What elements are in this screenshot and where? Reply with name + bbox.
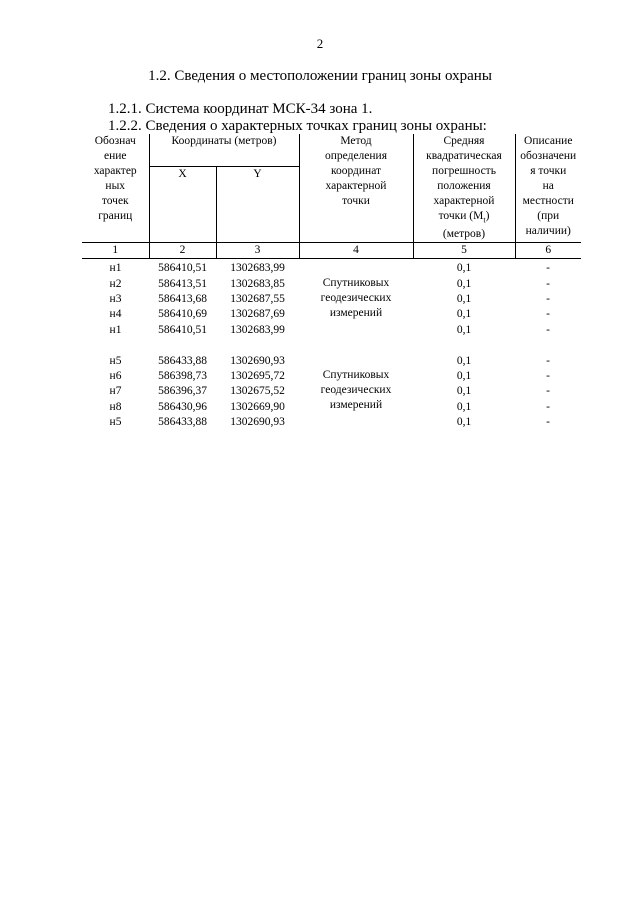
point-id: н1 (109, 262, 122, 275)
points-table-header (82, 134, 581, 259)
coord-y: 1302695,72 (230, 369, 285, 382)
coord-x: 586410,51 (158, 262, 207, 275)
column-number: 2 (149, 243, 216, 259)
points-table-body (82, 261, 581, 430)
point-id: н5 (109, 416, 122, 429)
error-value: 0,1 (456, 308, 472, 321)
coord-y: 1302683,99 (230, 262, 285, 275)
error-value: 0,1 (456, 416, 472, 429)
coord-y: 1302669,90 (230, 400, 285, 413)
error-value: 0,1 (456, 262, 472, 275)
error-value: 0,1 (456, 354, 472, 367)
column-number: 3 (216, 243, 299, 259)
coord-x: 586413,68 (158, 292, 207, 305)
point-id: н6 (109, 369, 122, 382)
header-method: Метод определения координат характерной точки (299, 134, 413, 243)
coord-y: 1302687,55 (230, 292, 285, 305)
description-value: - (546, 292, 550, 305)
coord-x: 586410,51 (158, 323, 207, 336)
description-value: - (546, 416, 550, 429)
coord-y: 1302687,69 (230, 308, 285, 321)
coord-y: 1302690,93 (230, 416, 285, 429)
coord-y: 1302683,99 (230, 323, 285, 336)
table-row (82, 353, 581, 368)
coord-y: 1302690,93 (230, 354, 285, 367)
error-value: 0,1 (456, 369, 472, 382)
coord-y: 1302675,52 (230, 385, 285, 398)
description-value: - (546, 262, 550, 275)
header-point-designation: Обознач ение характер ных точек границ (93, 135, 137, 222)
coord-x: 586398,73 (158, 369, 207, 382)
point-id: н8 (109, 400, 122, 413)
description-value: - (546, 354, 550, 367)
method-cell: Спутниковых геодезических измерений (320, 277, 392, 319)
description-value: - (546, 369, 550, 382)
method-cell: Спутниковых геодезических измерений (320, 369, 392, 412)
error-value: 0,1 (456, 323, 472, 336)
points-info-line: 1.2.2. Сведения о характерных точках границ зоны охраны: (108, 118, 487, 134)
group-spacer (82, 338, 581, 353)
point-id: н1 (109, 323, 122, 336)
coord-x: 586430,96 (158, 400, 207, 413)
point-id: н7 (109, 385, 122, 398)
error-value: 0,1 (456, 292, 472, 305)
coord-x: 586396,37 (158, 385, 207, 398)
coord-y: 1302683,85 (230, 277, 285, 290)
coord-x: 586410,69 (158, 308, 207, 321)
column-number: 4 (299, 243, 413, 259)
column-number: 5 (413, 243, 515, 259)
column-number: 6 (515, 243, 581, 259)
table-row (82, 261, 581, 276)
point-id: н4 (109, 308, 122, 321)
point-id: н2 (109, 277, 122, 290)
error-value: 0,1 (456, 385, 472, 398)
point-id: н5 (109, 354, 122, 367)
header-y: Y (216, 167, 299, 243)
coord-x: 586413,51 (158, 277, 207, 290)
point-id: н3 (109, 292, 122, 305)
section-title: 1.2. Сведения о местоположении границ зоны охраны (148, 68, 492, 84)
description-value: - (546, 308, 550, 321)
header-description: Описание обозначени я точки на местности (при наличии) (515, 134, 581, 243)
error-value: 0,1 (456, 277, 472, 290)
column-number: 1 (82, 243, 149, 259)
header-coordinates: Координаты (метров) (149, 134, 299, 167)
description-value: - (546, 323, 550, 336)
coordinate-system-line: 1.2.1. Система координат МСК-34 зона 1. (108, 101, 373, 117)
header-x: X (149, 167, 216, 243)
description-value: - (546, 385, 550, 398)
page-number: 2 (316, 36, 324, 51)
coord-x: 586433,88 (158, 416, 207, 429)
description-value: - (546, 400, 550, 413)
error-value: 0,1 (456, 400, 472, 413)
coord-x: 586433,88 (158, 354, 207, 367)
header-error: Средняя квадратическая погрешность положения характерной точки $(M_t)$ (метров) (413, 134, 515, 243)
description-value: - (546, 277, 550, 290)
